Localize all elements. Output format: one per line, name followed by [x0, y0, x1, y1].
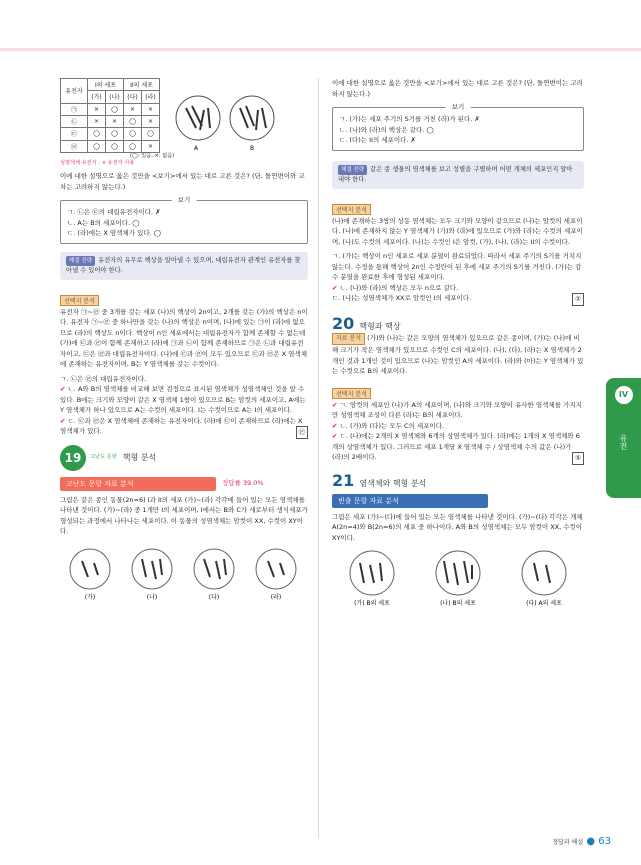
q19-badge: 고난도 문항	[90, 454, 117, 460]
left-bogi-box	[60, 196, 308, 244]
bogi-label: 보기	[446, 102, 471, 113]
left-solution-tag: 선택지 분석	[60, 288, 308, 307]
table-figure	[60, 78, 308, 153]
bogi-item: ㄷ. (라)에는 X 염색체가 있다. ◯	[67, 229, 162, 237]
footer-label: 정답과 해설	[552, 839, 584, 846]
q21-number: 21	[332, 470, 355, 490]
q21-text: 그림은 세포 (가)~(다)에 들어 있는 모든 염색체를 나타낸 것이다. (가)~(다) 각각은 개체 A(2n=4)와 B(2n=6)의 세포 중 하나이다. A와 B의 성염색체는 모두 암컷이 XX, 수컷이 XY이다.	[332, 512, 583, 542]
svg-text:A: A	[193, 145, 199, 152]
q21-figure	[332, 547, 584, 607]
col-na: (나)	[106, 91, 124, 103]
q19-bar: 고난도 문항 자료 분석	[60, 477, 216, 491]
left-answer-mark: ㉣	[296, 426, 309, 439]
q19-label-da: (다)	[208, 593, 220, 601]
q19-header	[60, 445, 308, 471]
table-row: ㉠ × ◯ × ×	[61, 103, 160, 115]
col-ra: (라)	[142, 91, 160, 103]
left-question: 이에 대한 설명으로 옳은 것만을 <보기>에서 있는 대로 고른 것은? (단, 돌연변이와 교차는 고려하지 않는다.)	[60, 172, 305, 191]
left-tip: 해결 전략 유전자의 유무로 핵상을 알아낼 수 있으며, 대립유전자 관계인 유전자를 찾아낼 수 있어야 한다.	[60, 252, 308, 280]
right-answer: ✔ ㄴ. (나)와 (라)의 핵상은 모두 n으로 같다.	[332, 283, 459, 292]
right-column	[332, 78, 584, 611]
cell-diagram	[170, 78, 280, 153]
chapter-roman: IV	[615, 386, 633, 404]
page-number: 63	[598, 836, 611, 847]
tip-tag: 해결 전략	[66, 256, 95, 266]
group-header-2: II의 세포	[124, 79, 160, 91]
right-solution2: ㄱ. (가)는 핵상이 n인 세포로 세포 분열이 완료되었다. 따라서 세포 주기의 S기를 거치지 않는다. 수정을 통해 핵상이 2n인 수정란이 된 후에 세포 주기의 S기를 거친다. (가)는 감수 분열을 완료한 후에 형성된 세포이다.	[332, 252, 582, 281]
table-row: ㉡ × × ◯ ×	[61, 115, 160, 127]
table-legend: (◯: 있음, ×: 없음)	[130, 153, 175, 159]
col-da: (다)	[124, 91, 142, 103]
bogi-label: 보기	[172, 195, 197, 206]
q19-text: 그림은 같은 종인 동물(2n=6) I과 II의 세포 (가)~(라) 각각에 들어 있는 모든 염색체를 나타낸 것이다. (가)~(라) 중 1개만 I의 세포이며, I에서는 B와 C가 새로부터 생식세포가 형성되는 과정에서 나타나는 세포이다. 이 동물의 성염색체는 암컷이 XX, 수컷이 XY이다.	[60, 495, 308, 535]
chapter-label: 유전	[619, 434, 628, 450]
q20-answer: ✔ ㄴ. (가)와 (다)는 모두 C의 세포이다.	[332, 421, 445, 430]
col-ga: (가)	[88, 91, 106, 103]
table-row: ㉣ ◯ ◯ ◯ ×	[61, 140, 160, 152]
svg-text:B: B	[249, 145, 255, 152]
q20-text: 자료 분석 (가)와 (나)는 같은 모양의 염색체가 있으므로 같은 종이며, (가)는 (나)에 비해 크기가 작은 염색체가 있으므로 수컷인 C의 세포이다. (나), (다), (라)는 X 염색체가 2개인 것과 1개인 것이 있으므로 (나)는 암컷인 A의 세포이다. (라)와 (마)는 Y 염색체가 있는 수컷으로 B의 세포이다.	[332, 333, 584, 375]
q19-label-na: (나)	[146, 593, 158, 601]
left-solution: 유전자 ㉠~㉣ 중 3개를 갖는 세포 (나)의 핵상이 2n이고, 2개를 갖는 (가)의 핵상은 n이다. 유전자 ㉠~㉣ 중 하나만을 갖는 (나)의 핵상은 n이며, (나)에 있는 ㉠이 (라)에 없으므로 (라)의 핵상도 n이다. 핵상이 n인 세포에서는 대립유전자가 함께 존재할 수 없는데 (가)에 ㉢과 ㉣이 함께 존재하고 (라)에 ㉠과 ㉡이 함께 존재하므로 ㉠은 ㉡과 대립유전자이고, ㉢은 ㉣과 대립유전자이다. (나)에 ㉢과 ㉣이 모두 있으므로 ㉢과 ㉣은 X 염색체에 존재하는 유전자이며, B는 Y 염색체를 갖는 수컷이다.	[60, 307, 308, 368]
gene-table	[60, 78, 160, 153]
q19-number: 19	[60, 445, 86, 471]
q20-title: 핵형과 핵상	[359, 321, 401, 331]
top-band	[0, 48, 641, 51]
q21-header	[332, 471, 584, 490]
q21-bar: 빈출 문항 자료 분석	[332, 494, 488, 508]
q20-answer: ✔ ㄱ. 암컷의 세포인 (나)가 A의 세포이며, (나)와 크기와 모양이 유사한 염색체를 가지지만 성염색체 조성이 다른 (라)는 B의 세포이다.	[332, 400, 582, 419]
q19-bar-row	[60, 477, 308, 491]
q19-title: 핵형 분석	[122, 453, 157, 462]
q20-answer: ✔ ㄷ. (나)에는 2개의 X 염색체와 6개의 상염색체가 있다. (라)에는 1개의 X 염색체와 6개의 상염색체가 있다. 그러므로 세포 1개당 X 염색체 수 / 상염색체 수의 값은 (나)가 (라)의 2배이다. ⑤	[332, 431, 584, 463]
column-divider	[318, 78, 319, 838]
left-answer: ✔ ㄷ. ㉢과 ㉣은 X 염색체에 존재하는 유전자이다. (라)에 ㉢이 존재하므로 (라)에는 X 염색체가 있다. ㉣	[60, 416, 308, 437]
q20-solution-tag: 선택지 분석	[332, 381, 584, 400]
chapter-side-tab	[606, 378, 641, 498]
right-bogi-box	[332, 103, 584, 151]
q21-label-da: (다) A의 세포	[526, 600, 562, 607]
q21-label-ga: (가) B의 세포	[354, 600, 390, 607]
q19-label-ra: (라)	[270, 593, 282, 601]
page-footer: 정답과 해설 ● 63	[552, 836, 611, 847]
table-row: ㉢ ◯ ◯ ◯ ◯	[61, 128, 160, 140]
q20-number: 20	[332, 313, 355, 333]
q19-figure	[60, 541, 308, 601]
bogi-item: ㄴ. A는 B의 세포이다. ◯	[67, 218, 140, 227]
left-answer: ㄱ. ㉡은 ㉣의 대립유전자이다.	[60, 374, 147, 383]
right-solution-tag: 선택지 분석	[332, 197, 584, 216]
q20-answer-mark: ⑤	[572, 452, 584, 465]
bogi-item: ㄷ. (다)는 II의 세포이다. ✗	[339, 136, 416, 144]
right-answer: ㄷ. (나)는 성염색체가 XX로 암컷인 I의 세포이다. ②	[332, 293, 584, 304]
table-header-gene: 유전자	[61, 79, 88, 104]
q21-title: 염색체와 핵형 분석	[359, 478, 427, 488]
group-header-1: I의 세포	[88, 79, 124, 91]
q19-label-ga: (가)	[84, 593, 96, 601]
bogi-item: ㄱ. ㉡은 ㉢의 대립유전자이다. ✗	[67, 208, 161, 216]
right-answer-mark: ②	[572, 293, 584, 306]
bogi-item: ㄱ. (가)는 세포 주기의 S기를 거친 (라)가 된다. ✗	[339, 115, 480, 123]
table-annotations: 성염색체 유전자 · × 유전자 사용	[60, 160, 135, 166]
q19-rate: 정답률 39.0%	[222, 479, 264, 488]
q20-header	[332, 314, 584, 333]
left-column	[60, 78, 308, 605]
right-question: 이에 대한 설명으로 옳은 것만을 <보기>에서 있는 대로 고른 것은? (단, 돌연변이는 고려하지 않는다.)	[332, 79, 583, 98]
right-solution: (나)에 존재하는 3쌍의 상동 염색체는 모두 크기와 모양이 같으므로 (나)는 암컷의 세포이다. (나)에 존재하지 않는 Y 염색체가 (가)와 (라)에 있으므로 (가)와 (라)는 수컷의 세포이며, (나)도 수컷의 세포이다. (나)는 수컷인 I은 암컷, (가), (나), (라)는 II의 수컷이다.	[332, 216, 583, 246]
right-tip: 해결 전략 같은 종 생물의 염색체를 보고 성별을 구별하며 어떤 개체의 세포인지 알아내야 한다.	[332, 161, 584, 189]
tip-tag: 해결 전략	[338, 165, 367, 175]
q21-label-na: (나) B의 세포	[440, 600, 476, 607]
left-answer: ✔ ㄴ. A와 B의 염색체를 비교해 보면 검정으로 표시된 염색체가 성염색체인 것을 알 수 있다. B에는 크기와 모양이 같은 X 염색체 1쌍이 있으므로 B는 암컷의 세포이고, A에는 Y 염색체가 하나 있으므로 A는 수컷의 세포이다. I는 수컷이므로 A는 I의 세포이다.	[60, 385, 306, 414]
bogi-item: ㄴ. (나)와 (라)의 핵상은 같다. ◯	[339, 125, 434, 134]
